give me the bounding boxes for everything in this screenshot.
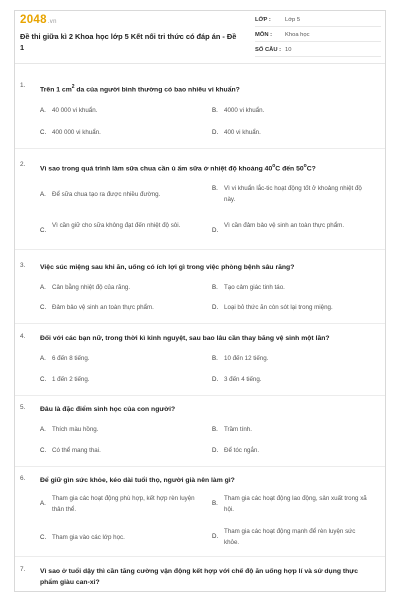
exam-meta: [255, 14, 381, 59]
question-2-text: Vì sao trong quá trình làm sữa chua cần ủ ấm sữa ở nhiệt độ khoảng 40$^o$C đến 50$^o$C?: [40, 163, 316, 173]
divider: [15, 466, 385, 467]
question-7-text: Vì sao ở tuổi dậy thì cần tăng cường vận động kết hợp với chế độ ăn uống hợp lí và sử dụng thực phẩm giàu can-xi?: [40, 568, 359, 586]
exam-sheet: 2048.vn Đề thi giữa kì 2 Khoa học lớp 5 Kết nối tri thức có đáp án - Đề 1 LỚP : Lớp 5 MÔN : Khoa học SỐ CÂU : 10 1. Trên 1 $cm^2$ da của người bình thường có bao nhiêu vi khuẩn? A. 40 000 vi khuẩn. B. 4000 vi khuẩn. C. 400 000 vi khuẩn. D. 400 vi khuẩn. 2. Vì sao trong quá trình làm sữa chua cần ủ ấm sữa ở nhiệt độ khoảng 40$^o$C đến 50$^o$C? A. Để sữa chua tạo ra được nhiều đường. B. Vì vi khuẩn lắc-tic hoạt động tốt ở khoảng nhiệt độ này. C. Vì cần giữ cho sữa không đạt đến nhiệt độ sôi. D. Vì cần đảm bảo vệ sinh an toàn thực phẩm. 3. Việc súc miệng sau khi ăn, uống có ích lợi gì trong việc phòng bệnh sâu răng? A. Cân bằng nhiệt độ của răng. B. Tạo cảm giác tinh táo. C. Đảm bảo vệ sinh an toàn thực phẩm. D. Loại bỏ thức ăn còn sót lại trong miệng. 4. Đối với các bạn nữ, trong thời kì kinh nguyệt, sau bao lâu cần thay băng vệ sinh một lần? A. 6 đến 8 tiếng. B. 10 đến 12 tiếng. C. 1 đến 2 tiếng. D. 3 đến 4 tiếng. 5. Đâu là đặc điểm sinh học của con người? A. Thích màu hồng. B. Trầm tính. C. Có thể mang thai. D. Để tóc ngắn. 6. Để giữ gìn sức khỏe, kéo dài tuổi thọ, người già nên làm gì? A. Tham gia các hoạt động phù hợp, kết hợp rèn luyện thân thể. B. Tham gia các hoạt động lao động, sản xuất trong xã hội. C. Tham gia vào các lớp học. D. Tham gia các hoạt động mạnh để rèn luyện sức khỏe. 7. Vì sao ở tuổi dậy thì cần tăng cường vận động kết hợp với chế độ ăn uống hợp lí và sử dụng thực phẩm giàu can-xi?: [14, 10, 386, 592]
divider: [15, 148, 385, 149]
question-1-text: Trên 1 $cm^2$ da của người bình thường có bao nhiêu vi khuẩn?: [40, 84, 240, 94]
divider: [15, 249, 385, 250]
sheet-header: [15, 11, 385, 64]
meta-question-count: SỐ CÂU : 10: [255, 44, 381, 57]
site-logo[interactable]: 2048.vn: [20, 14, 57, 26]
divider: [15, 395, 385, 396]
question-4-text: Đối với các bạn nữ, trong thời kì kinh nguyệt, sau bao lâu cần thay băng vệ sinh một lần?: [40, 335, 330, 342]
question-3-text: Việc súc miệng sau khi ăn, uống có ích lợi gì trong việc phòng bệnh sâu răng?: [40, 264, 295, 271]
divider: [15, 556, 385, 557]
question-6-text: Để giữ gìn sức khỏe, kéo dài tuổi thọ, người già nên làm gì?: [40, 477, 235, 484]
divider: [15, 323, 385, 324]
question-5-text: Đâu là đặc điểm sinh học của con người?: [40, 406, 176, 413]
document-title: Đề thi giữa kì 2 Khoa học lớp 5 Kết nối tri thức có đáp án - Đề 1: [20, 32, 237, 52]
meta-grade: LỚP : Lớp 5: [255, 14, 381, 27]
meta-subject: MÔN : Khoa học: [255, 29, 381, 42]
